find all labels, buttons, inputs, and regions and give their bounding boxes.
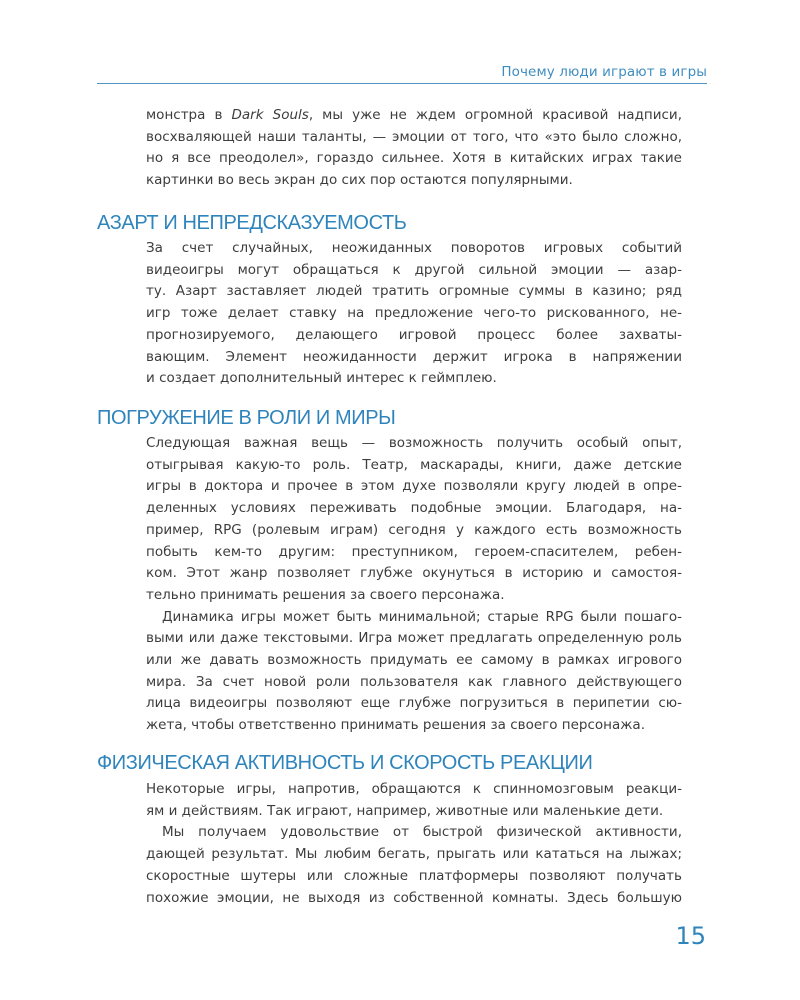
text-line: Некоторые игры, напротив, обращаются к спинномозговым реакци- [146, 781, 682, 797]
section-heading-physical-activity: ФИЗИЧЕСКАЯ АКТИВНОСТЬ И СКОРОСТЬ РЕАКЦИИ [97, 752, 593, 774]
running-header-title: Почему люди играют в игры [501, 64, 707, 80]
text-line: вающим. Элемент неожиданности держит игрока в напряжении [146, 348, 682, 365]
page-number: 15 [675, 922, 706, 950]
section-heading-immersion: ПОГРУЖЕНИЕ В РОЛИ И МИРЫ [97, 407, 396, 429]
text-line: монстра в Dark Souls, мы уже не ждем огромной красивой надписи, [146, 107, 683, 123]
text-line: лица видеоигры позволяют еще глубже погрузиться в перипетии сю- [146, 695, 682, 712]
text-line: скоростные шутеры или сложные платформеры позволяют получать [146, 867, 682, 884]
text-line: мира. За счет новой роли пользователя как главного действующего [146, 673, 682, 690]
text-line: За счет случайных, неожиданных поворотов игровых событий [146, 240, 682, 256]
text-line: похожие эмоции, не выходя из собственной комнаты. Здесь большую [146, 889, 682, 906]
text-line: но я все преодолел», гораздо сильнее. Хотя в китайских играх такие [146, 150, 682, 167]
text-line: игры в доктора и прочее в этом духе позволяли кругу людей в опре- [146, 478, 682, 495]
game-title-dark-souls: Dark Souls [231, 107, 309, 123]
section-body-gambling [146, 238, 682, 390]
text-line: отыгрывая какую-то роль. Театр, маскарады, книги, даже детские [146, 456, 682, 473]
section-heading-gambling: АЗАРТ И НЕПРЕДСКАЗУЕМОСТЬ [97, 212, 407, 234]
text-line: побыть кем-то другим: преступником, героем-спасителем, ребен- [146, 543, 682, 560]
text-line: Следующая важная вещь — возможность получить особый опыт, [146, 435, 682, 451]
text-line: выми или даже текстовыми. Игра может предлагать определенную роль [146, 630, 682, 647]
text-line: Мы получаем удовольствие от быстрой физической активности, [162, 824, 682, 841]
section-body-physical-activity [146, 779, 682, 909]
text-line: Динамика игры может быть минимальной; старые RPG были пошаго- [162, 608, 682, 625]
text-line: прогнозируемого, делающего игровой процесс более захваты- [146, 326, 682, 343]
text-line: игр тоже делает ставку на предложение чего-то рискованного, не- [146, 305, 682, 322]
section-body-immersion [146, 433, 682, 737]
text-line: или же давать возможность придумать ее самому в рамках игрового [146, 652, 682, 669]
text-line: тельно принимать решения за своего персонажа. [146, 586, 505, 603]
text-line: дающей результат. Мы любим бегать, прыгать или кататься на лыжах; [146, 846, 682, 863]
text-line: ям и действиям. Так играют, например, животные или маленькие дети. [146, 802, 664, 819]
header-divider [97, 83, 707, 84]
text-line: жета, чтобы ответственно принимать решения за своего персонажа. [146, 717, 645, 734]
text-line: ком. Этот жанр позволяет глубже окунуться в историю и самостоя- [146, 565, 682, 582]
text-line: деленных условиях переживать подобные эмоции. Благодаря, на- [146, 500, 682, 517]
intro-paragraph [146, 105, 682, 192]
text-line: пример, RPG (ролевым играм) сегодня у каждого есть возможность [146, 521, 682, 538]
text-line: и создает дополнительный интерес к геймплею. [146, 370, 497, 387]
text-line: восхваляющей наши таланты, — эмоции от того, что «это было сложно, [146, 128, 682, 145]
text-line: видеоигры могут обращаться к другой сильной эмоции — азар- [146, 261, 682, 278]
text-line: картинки во весь экран до сих пор остаются популярными. [146, 172, 573, 189]
text-line: ту. Азарт заставляет людей тратить огромные суммы в казино; ряд [146, 283, 682, 300]
